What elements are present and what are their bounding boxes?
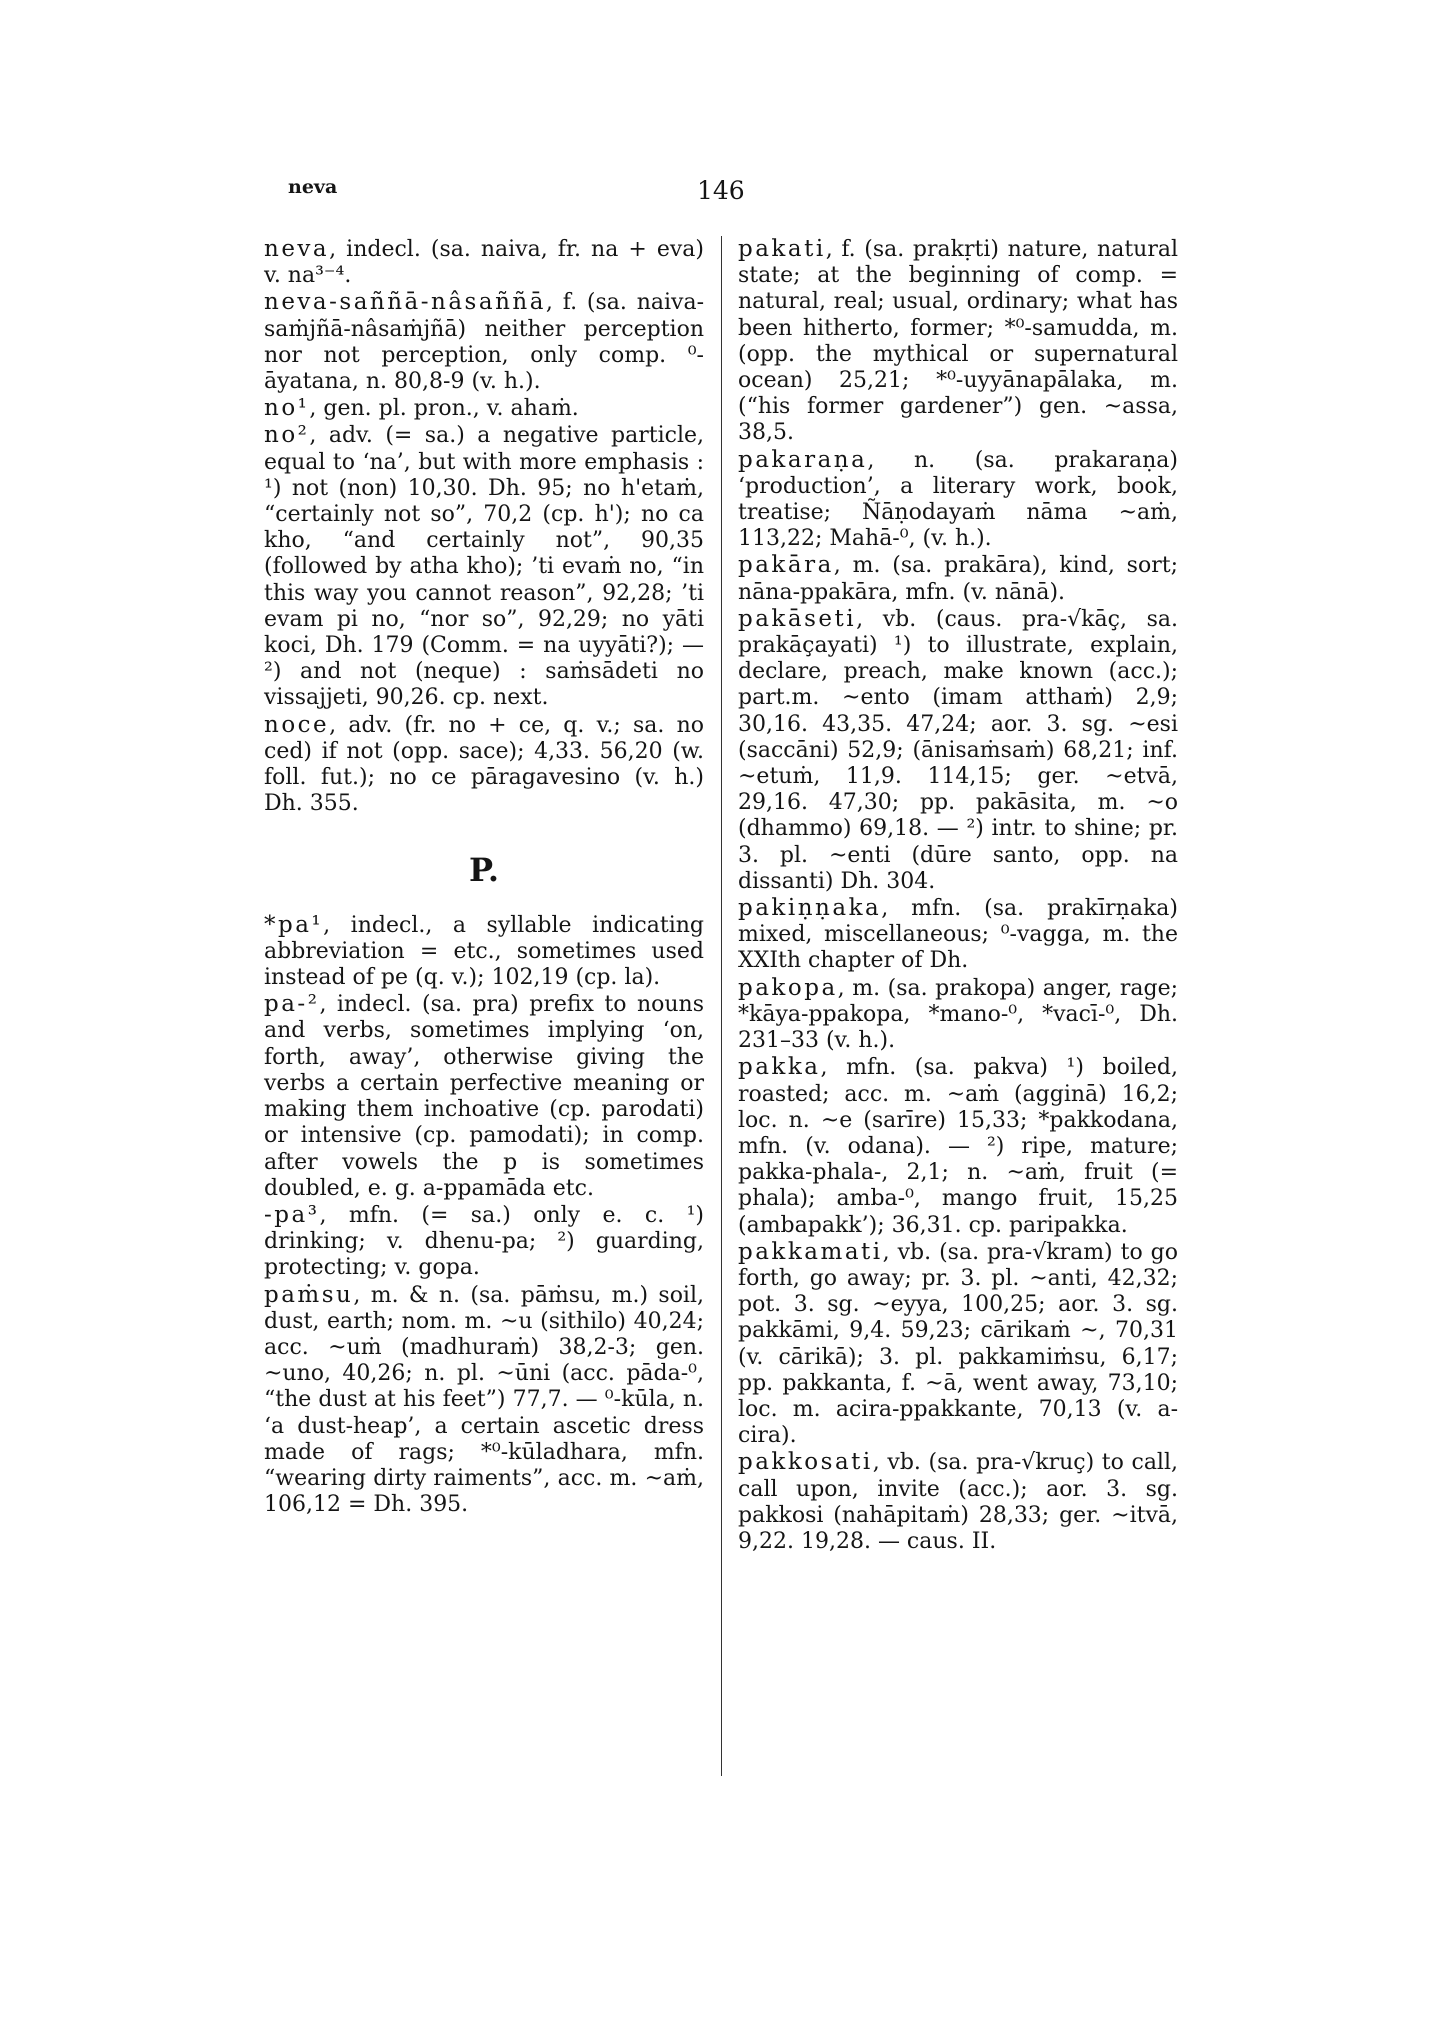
entry [264,991,704,1202]
entry [738,1239,1178,1450]
entry-text: , mfn. (sa. pakva) ¹) boiled, roasted; acc. m. ~aṁ (agginā) 16,2; loc. n. ~e (sarīre) 15,33; *pakkodana, mfn. (v. odana). — ²) ripe, mature; pakka-phala-, 2,1; n. ~aṁ, fruit (= phala); amba-⁰, mango fruit, 15,25 (ambapakk’); 36,31. cp. paripakka. [738,1055,1178,1238]
entry [264,395,704,422]
entry [264,912,704,992]
headword: pakkamati [738,1238,883,1265]
entry-text: , indecl., a syllable indicating abbreviation = etc., sometimes used instead of pe (q. v.); 102,19 (cp. la). [264,912,704,991]
entry-text: , indecl. (sa. pra) prefix to nouns and verbs, sometimes implying ‘on, forth, away’, otherwise giving the verbs a certain perfective meaning or making them inchoative (cp. parodati) or intensive (cp. pamodati); in comp. after vowels the p is sometimes doubled, e. g. a-ppamāda etc. [264,992,704,1201]
page-number: 146 [697,176,745,205]
entry [738,236,1178,447]
entry [264,1202,704,1282]
entry-text: , mfn. (sa. prakīrṇaka) mixed, miscellaneous; ⁰-vagga, m. the XXIth chapter of Dh. [738,896,1178,974]
headword: pakāra [738,552,834,579]
headword: pakiṇṇaka [738,895,882,922]
headword: pakopa [738,974,838,1001]
headword: pa-² [264,991,320,1018]
headword: no¹ [264,395,310,422]
headword: pakka [738,1054,821,1081]
entry [738,1054,1178,1238]
entry-text: , gen. pl. pron., v. ahaṁ. [309,396,579,422]
headword: noce [264,711,330,738]
headword: pakaraṇa [738,446,868,473]
headword: neva-saññā-nâsaññā [264,289,546,316]
column-divider [721,236,722,1776]
entry [264,712,704,818]
entry-text: , f. (sa. prakṛti) nature, natural state; at the beginning of comp. = natural, real; usual, ordinary; what has been hitherto, former; *⁰-samudda, m. (opp. the mythical or supernatural ocean) 25,21; *⁰-uyyānapālaka, m. (“his former gardener”) gen. ~assa, 38,5. [738,237,1178,446]
entry [738,552,1178,605]
entry-text: , m. (sa. prakopa) anger, rage; *kāya-ppakopa, *mano-⁰, *vacī-⁰, Dh. 231–33 (v. h.). [738,975,1178,1054]
entry-text: , n. (sa. prakaraṇa) ‘production’, a literary work, book, treatise; Ñāṇodayaṁ nāma ~aṁ, 113,22; Mahā-⁰, (v. h.). [738,447,1178,552]
entry [264,236,704,289]
right-column [738,236,1178,1555]
headword: pakati [738,236,826,262]
entry [264,289,704,395]
entry [738,1449,1178,1555]
headword: paṁsu [264,1281,354,1308]
entry-text: , indecl. (sa. naiva, fr. na + eva) v. na³⁻⁴. [264,237,704,289]
entry [738,447,1178,553]
entry-text: , vb. (sa. pra-√kruç) to call, call upon, invite (acc.); aor. 3. sg. pakkosi (nahāpitaṁ) 28,33; ger. ~itvā, 9,22. 19,28. — caus. II. [738,1450,1178,1554]
entry [738,895,1178,975]
running-head: neva [288,176,338,198]
headword: -pa³ [264,1201,320,1228]
entry [738,975,1178,1055]
headword: *pa¹ [264,911,324,938]
entry-text: , m. (sa. prakāra), kind, sort; nāna-ppakāra, mfn. (v. nānā). [738,553,1178,605]
headword: pakāseti [738,605,857,632]
entry-text: , mfn. (= sa.) only e. c. ¹) drinking; v. dhenu-pa; ²) guarding, protecting; v. gopa. [264,1202,704,1281]
headword: neva [264,236,330,262]
entry-text: , vb. (caus. pra-√kāç, sa. prakāçayati) ¹) to illustrate, explain, declare, preach, make known (acc.); part.m. ~ento (imam atthaṁ) 2,9; 30,16. 43,35. 47,24; aor. 3. sg. ~esi (saccāni) 52,9; (ānisaṁsaṁ) 68,21; inf. ~etuṁ, 11,9. 114,15; ger. ~etvā, 29,16. 47,30; pp. pakāsita, m. ~o (dhammo) 69,18. — ²) intr. to shine; pr. 3. pl. ~enti (dūre santo, opp. na dissanti) Dh. 304. [738,606,1178,894]
entry [738,606,1178,895]
entry-text: , adv. (fr. no + ce, q. v.; sa. no ced) if not (opp. sace); 4,33. 56,20 (w. foll. fut.); no ce pāragavesino (v. h.) Dh. 355. [264,712,704,817]
headword: pakkosati [738,1449,873,1476]
entry-text: , vb. (sa. pra-√kram) to go forth, go away; pr. 3. pl. ~anti, 42,32; pot. 3. sg. ~eyya, 100,25; aor. 3. sg. pakkāmi, 9,4. 59,23; cārikaṁ ~, 70,31 (v. cārikā); 3. pl. pakkamiṁsu, 6,17; pp. pakkanta, f. ~ā, went away, 73,10; loc. m. acira-ppakkante, 70,13 (v. a-cira). [738,1239,1178,1449]
entry-text: , adv. (= sa.) a negative particle, equal to ‘na’, but with more emphasis : ¹) not (non) 10,30. Dh. 95; no h'etaṁ, “certainly not so”, 70,2 (cp. h'); no ca kho, “and certainly not”, 90,35 (followed by atha kho); ’ti evaṁ no, “in this way you cannot reason”, 92,28; ’ti evam pi no, “nor so”, 92,29; no yāti koci, Dh. 179 (Comm. = na uyyāti?); — ²) and not (neque) : saṁsādeti no vissajjeti, 90,26. cp. next. [264,423,704,711]
entry [264,422,704,711]
entry-text: , m. & n. (sa. pāṁsu, m.) soil, dust, earth; nom. m. ~u (sithilo) 40,24; acc. ~uṁ (madhuraṁ) 38,2-3; gen. ~uno, 40,26; n. pl. ~ūni (acc. pāda-⁰, “the dust at his feet”) 77,7. — ⁰-kūla, n. ‘a dust-heap’, a certain ascetic dress made of rags; *⁰-kūladhara, mfn. “wearing dirty raiments”, acc. m. ~aṁ, 106,12 = Dh. 395. [264,1282,704,1518]
section-letter: P. [469,851,499,890]
entry [264,1282,704,1519]
entry-text: , f. (sa. naiva-saṁjñā-nâsaṁjñā) neither perception nor not perception, only comp. ⁰-āyatana, n. 80,8-9 (v. h.). [264,290,704,395]
left-column [264,236,704,1518]
headword: no² [264,422,310,449]
